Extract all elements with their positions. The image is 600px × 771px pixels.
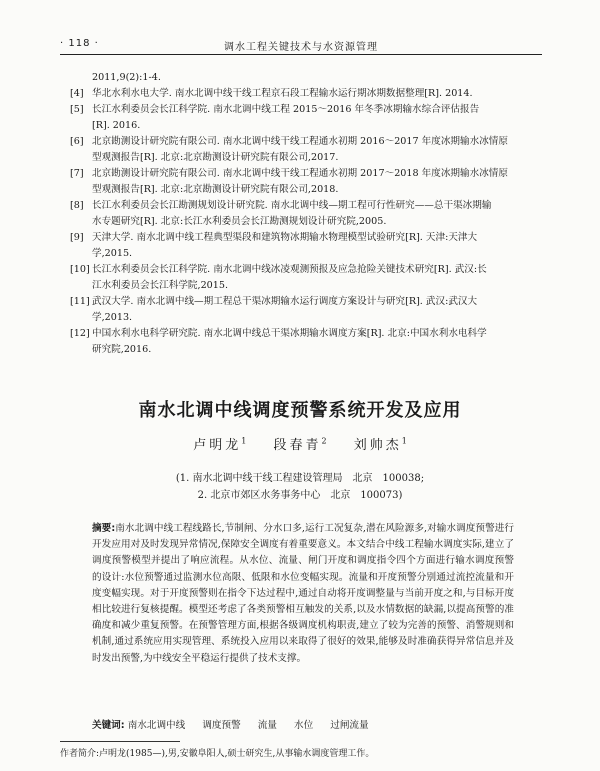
keyword: 水位 (294, 720, 314, 731)
reference-item (70, 134, 540, 166)
keywords-label: 关键词: (92, 720, 125, 731)
reference-line: 型观测报告[R]. 北京:北京勘测设计研究院有限公司,2017. (92, 152, 339, 163)
reference-item (70, 102, 540, 134)
author: 段春青$^2$ (273, 436, 327, 453)
reference-item (70, 294, 540, 326)
affiliation-line: 2. 北京市郊区水务事务中心 北京 100073) (197, 490, 403, 501)
reference-line: 北京勘测设计研究院有限公司. 南水北调中线干线工程通水初期 2017～2018 年度冰期输水冰情原 (92, 168, 508, 179)
reference-number: [12] (70, 328, 90, 339)
author-list (0, 434, 600, 453)
reference-list (70, 70, 540, 358)
reference-number: [10] (70, 264, 90, 275)
page-header (60, 36, 542, 55)
reference-item (70, 198, 540, 230)
abstract (92, 521, 514, 667)
keyword: 流量 (257, 720, 277, 731)
page-number: · 118 · (60, 38, 99, 49)
reference-item (70, 70, 540, 86)
reference-line: 学,2013. (92, 312, 133, 323)
affiliation-line: (1. 南水北调中线干线工程建设管理局 北京 100038; (175, 473, 425, 484)
reference-line: 武汉大学. 南水北调中线—期工程总干渠冰期输水运行调度方案设计与研究[R]. 武汉:武汉大 (92, 296, 478, 307)
reference-line: [R]. 2016. (92, 120, 141, 131)
abstract-label: 摘要: (92, 523, 116, 534)
reference-line: 2011,9(2):1-4. (92, 72, 161, 83)
reference-line: 型观测报告[R]. 北京:北京勘测设计研究院有限公司,2018. (92, 184, 339, 195)
author: 刘帅杰$^1$ (353, 436, 407, 453)
reference-item (70, 166, 540, 198)
reference-number: [7] (70, 168, 84, 179)
reference-line: 天津大学. 南水北调中线工程典型渠段和建筑物冰期输水物理模型试验研究[R]. 天津:天津大 (92, 232, 478, 243)
keyword: 南水北调中线 (127, 720, 186, 731)
reference-number: [4] (70, 88, 84, 99)
author: 卢明龙$^1$ (193, 436, 247, 453)
keywords (92, 717, 514, 731)
reference-item (70, 86, 540, 102)
reference-line: 华北水利水电大学. 南水北调中线干线工程京石段工程输水运行期冰期数据整理[R]. 2014. (92, 88, 473, 99)
reference-line: 江水利委员会长江科学院,2015. (92, 280, 229, 291)
reference-line: 学,2015. (92, 248, 133, 259)
footnote-rule (60, 741, 180, 742)
article-title: 南水北调中线调度预警系统开发及应用 (138, 400, 462, 421)
reference-item (70, 262, 540, 294)
reference-line: 水专题研究[R]. 北京:长江水利委员会长江勘测规划设计研究院,2005. (92, 216, 387, 227)
reference-item (70, 230, 540, 262)
reference-line: 长江水利委员会长江勘测规划设计研究院. 南水北调中线—期工程可行性研究——总干渠冰期输 (92, 200, 492, 211)
abstract-text: 南水北调中线工程线路长,节制闸、分水口多,运行工况复杂,潜在风险源多,对输水调度预警进行开发应用对及时发现异常情况,保障安全调度有着重要意义。本文结合中线工程输水调度实际,建立了调度预警模型并提出了响应流程。从水位、流量、闸门开度和调度指令四个方面进行输水调度预警的设计:水位预警通过监测水位高限、低限和水位变幅实现。流量和开度预警分别通过流控流量和开度变幅实现。对于开度预警则在指令下达过程中,通过自动将开度调整量与当前开度之和,与目标开度相比较进行复核提醒。模型还考虑了各类预警相互触发的关系,以及水情数据的缺漏,以提高预警的准确度和减少重复预警。在预警管理方面,根据各级调度机构职责,建立了较为完善的预警、消警规则和机制,通过系统应用实现管理、系统投入应用以来取得了很好的效果,能够及时准确获得异常信息并及时发出预警,为中线安全平稳运行提供了技术支撑。 (92, 523, 514, 664)
keyword: 调度预警 (202, 720, 241, 731)
reference-line: 长江水利委员会长江科学院. 南水北调中线工程 2015～2016 年冬季冰期输水综合评估报告 (92, 104, 480, 115)
reference-item (70, 326, 540, 358)
reference-line: 中国水利水电科学研究院. 南水北调中线总干渠冰期输水调度方案[R]. 北京:中国水利水电科学 (92, 328, 487, 339)
affiliations (0, 470, 600, 504)
reference-line: 研究院,2016. (92, 344, 152, 355)
author-footnote: 作者简介:卢明龙(1985—),男,安徽阜阳人,硕士研究生,从事输水调度管理工作。 (60, 749, 375, 759)
reference-number: [5] (70, 104, 84, 115)
running-title: 调水工程关键技术与水资源管理 (224, 42, 378, 53)
reference-line: 长江水利委员会长江科学院. 南水北调中线冰凌观测预报及应急抢险关键技术研究[R]. 武汉:长 (92, 264, 487, 275)
reference-number: [9] (70, 232, 84, 243)
reference-line: 北京勘测设计研究院有限公司. 南水北调中线干线工程通水初期 2016～2017 年度冰期输水冰情原 (92, 136, 508, 147)
keyword: 过闸流量 (330, 720, 369, 731)
reference-number: [6] (70, 136, 84, 147)
reference-number: [8] (70, 200, 84, 211)
reference-number: [11] (70, 296, 90, 307)
